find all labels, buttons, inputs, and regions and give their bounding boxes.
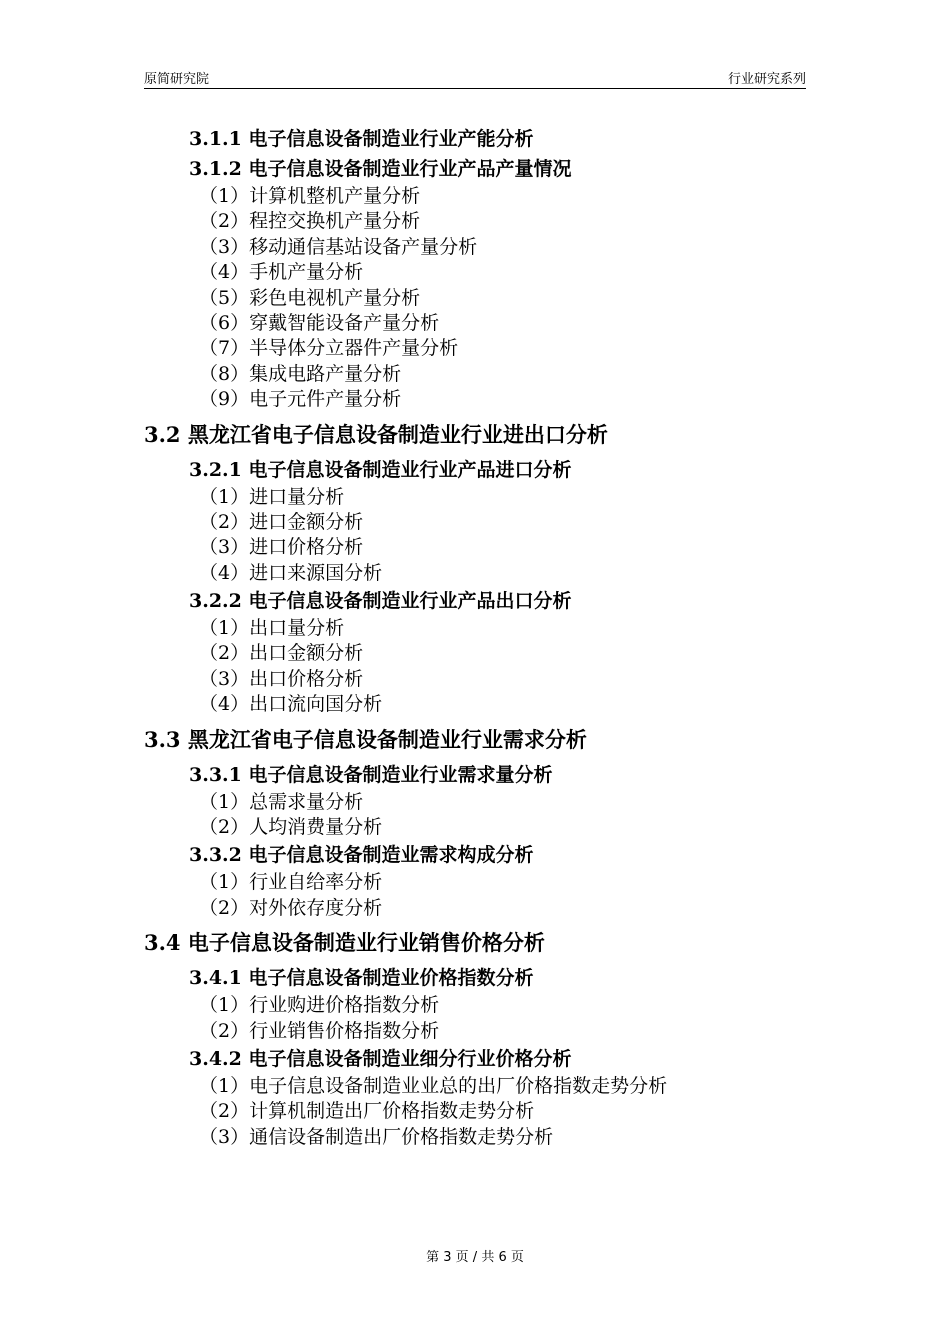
page-number: 第 3 页 / 共 6 页 [426, 1250, 524, 1265]
toc-section-heading: 3.3 黑龙江省电子信息设备制造业行业需求分析 [144, 726, 587, 752]
header-org-name: 原简研究院 [144, 72, 210, 87]
table-of-contents [144, 124, 844, 1150]
header-series-name: 行业研究系列 [727, 72, 806, 87]
toc-subsection-heading: 3.2.1 电子信息设备制造业行业产品进口分析 [189, 458, 572, 481]
toc-subsection-heading: 3.3.1 电子信息设备制造业行业需求量分析 [189, 763, 553, 786]
toc-list-item: （2）程控交换机产量分析 [199, 210, 421, 233]
toc-list-item: （4）进口来源国分析 [199, 561, 383, 584]
toc-list-item: （1）进口量分析 [199, 485, 345, 508]
toc-subsection-heading: 3.1.1 电子信息设备制造业行业产能分析 [189, 128, 534, 150]
toc-list-item: （2）出口金额分析 [199, 642, 364, 665]
toc-list-item: （9）电子元件产量分析 [199, 388, 402, 411]
toc-list-item: （1）总需求量分析 [199, 790, 364, 813]
toc-subsection-heading: 3.1.2 电子信息设备制造业行业产品产量情况 [189, 158, 572, 180]
toc-list-item: （4）手机产量分析 [199, 261, 364, 284]
toc-list-item: （1）行业购进价格指数分析 [199, 994, 440, 1017]
page-header [144, 68, 806, 89]
toc-list-item: （2）人均消费量分析 [199, 816, 383, 839]
toc-list-item: （6）穿戴智能设备产量分析 [199, 311, 440, 334]
toc-subsection-heading: 3.4.1 电子信息设备制造业价格指数分析 [189, 967, 534, 990]
toc-list-item: （1）计算机整机产量分析 [199, 185, 421, 207]
toc-list-item: （4）出口流向国分析 [199, 693, 383, 716]
toc-list-item: （1）电子信息设备制造业业总的出厂价格指数走势分析 [199, 1074, 668, 1097]
toc-list-item: （2）对外依存度分析 [199, 896, 383, 919]
toc-list-item: （2）进口金额分析 [199, 510, 364, 533]
toc-section-heading: 3.2 黑龙江省电子信息设备制造业行业进出口分析 [144, 421, 608, 447]
toc-subsection-heading: 3.3.2 电子信息设备制造业需求构成分析 [189, 844, 534, 867]
toc-list-item: （3）出口价格分析 [199, 667, 364, 690]
toc-subsection-heading: 3.4.2 电子信息设备制造业细分行业价格分析 [189, 1047, 572, 1070]
toc-list-item: （1）行业自给率分析 [199, 871, 383, 894]
page-footer [0, 1246, 950, 1265]
toc-list-item: （3）通信设备制造出厂价格指数走势分析 [199, 1125, 554, 1148]
toc-list-item: （3）移动通信基站设备产量分析 [199, 235, 478, 258]
toc-list-item: （8）集成电路产量分析 [199, 362, 402, 385]
toc-list-item: （7）半导体分立器件产量分析 [199, 337, 459, 360]
toc-subsection-heading: 3.2.2 电子信息设备制造业行业产品出口分析 [189, 590, 572, 613]
toc-list-item: （3）进口价格分析 [199, 536, 364, 559]
toc-list-item: （2）计算机制造出厂价格指数走势分析 [199, 1100, 535, 1123]
toc-list-item: （5）彩色电视机产量分析 [199, 286, 421, 309]
toc-list-item: （1）出口量分析 [199, 617, 345, 640]
toc-list-item: （2）行业销售价格指数分析 [199, 1019, 440, 1042]
toc-section-heading: 3.4 电子信息设备制造业行业销售价格分析 [144, 930, 545, 956]
